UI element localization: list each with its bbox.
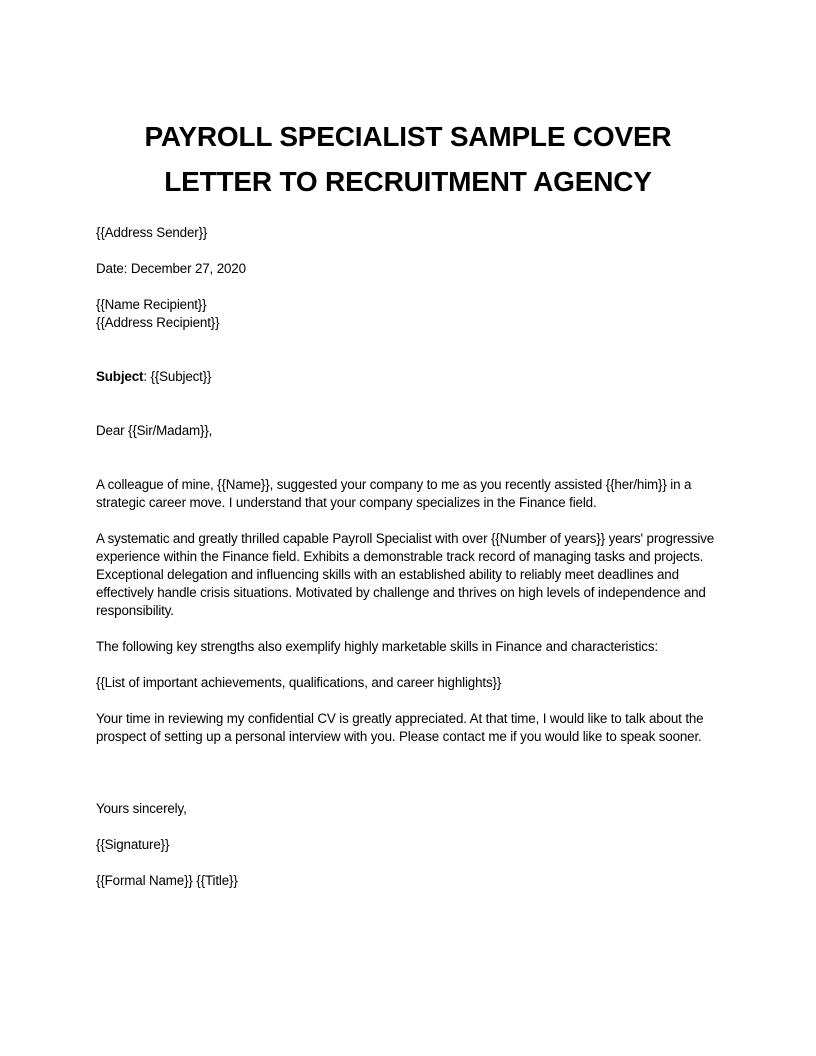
document-title	[96, 114, 720, 204]
subject-line	[96, 368, 720, 386]
letter-body	[96, 224, 720, 890]
formal-name-title: {{Formal Name}} {{Title}}	[96, 873, 238, 888]
subject-label: Subject	[96, 369, 144, 384]
letter-date: Date: December 27, 2020	[96, 261, 246, 276]
paragraph-key-strengths: The following key strengths also exemplify highly marketable skills in Finance and characteristics:	[96, 639, 658, 654]
subject-value: : {{Subject}}	[143, 369, 212, 384]
signature-placeholder: {{Signature}}	[96, 837, 170, 852]
document-title-line-1: PAYROLL SPECIALIST SAMPLE COVER	[144, 121, 672, 152]
paragraph-experience: A systematic and greatly thrilled capable Payroll Specialist with over {{Number of years}} years' progressive experience within the Finance field. Exhibits a demonstrable track record of managing tasks and projects. Exceptional delegation and influencing skills with an established ability to reliably meet deadlines and effectively handle crisis situations. Motivated by challenge and thrives on high levels of independence and responsibility.	[96, 531, 715, 618]
recipient-address: {{Address Recipient}}	[96, 315, 220, 330]
paragraph-achievements-placeholder: {{List of important achievements, qualifications, and career highlights}}	[96, 675, 502, 690]
recipient-name: {{Name Recipient}}	[96, 297, 207, 312]
closing: Yours sincerely,	[96, 801, 187, 816]
document-title-line-2: LETTER TO RECRUITMENT AGENCY	[164, 166, 652, 197]
salutation: Dear {{Sir/Madam}},	[96, 423, 213, 438]
sender-address: {{Address Sender}}	[96, 225, 208, 240]
paragraph-introduction: A colleague of mine, {{Name}}, suggested your company to me as you recently assisted {{her/him}} in a strategic career move. I understand that your company specializes in the Finance field.	[96, 477, 692, 510]
paragraph-closing-request: Your time in reviewing my confidential CV is greatly appreciated. At that time, I would like to talk about the prospect of setting up a personal interview with you. Please contact me if you would like to speak sooner.	[96, 711, 704, 744]
